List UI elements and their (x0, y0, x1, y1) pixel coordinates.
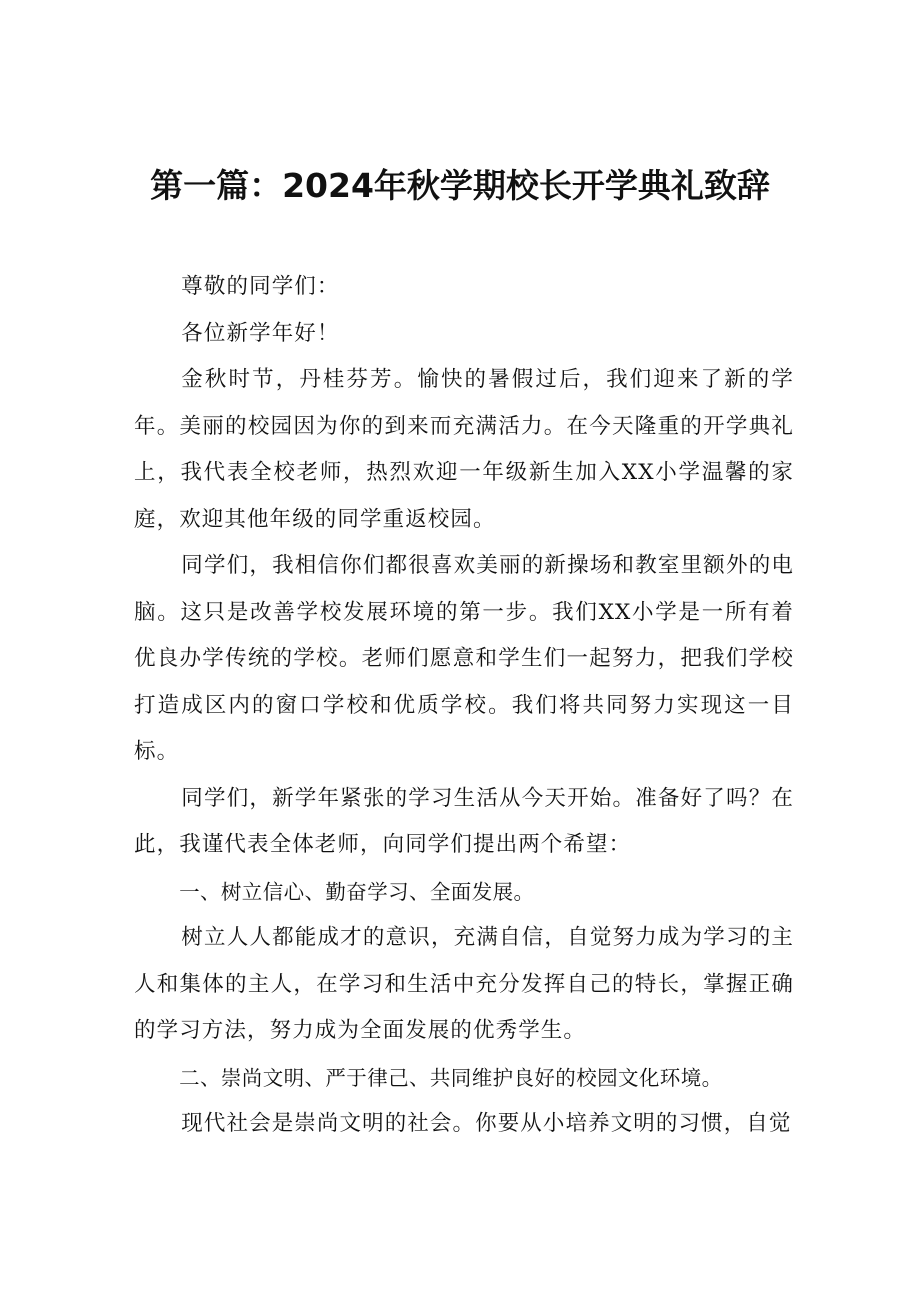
section-heading-1: 一、树立信心、勤奋学习、全面发展。 (179, 879, 535, 904)
paragraph-hopes-intro: 同学们，新学年紧张的学习生活从今天开始。准备好了吗？在此，我谨代表全体老师，向同学们提出两个希望： (134, 785, 794, 857)
salutation: 尊敬的同学们： (181, 274, 340, 299)
paragraph-section-2: 现代社会是崇尚文明的社会。你要从小培养文明的习惯，自觉 (181, 1111, 792, 1136)
document-title: 第一篇：2024年秋学期校长开学典礼致辞 (150, 166, 770, 205)
paragraph-school-intro: 同学们，我相信你们都很喜欢美丽的新操场和教室里额外的电脑。这只是改善学校发展环境的第一步。我们XX小学是一所有着优良办学传统的学校。老师们愿意和学生们一起努力，把我们学校打造成区内的窗口学校和优质学校。我们将共同努力实现这一目标。 (134, 553, 794, 764)
paragraph-section-1: 树立人人都能成才的意识，充满自信，自觉努力成为学习的主人和集体的主人，在学习和生活中充分发挥自己的特长，掌握正确的学习方法，努力成为全面发展的优秀学生。 (134, 925, 794, 1043)
section-heading-2: 二、崇尚文明、严于律己、共同维护良好的校园文化环境。 (179, 1065, 723, 1090)
greeting: 各位新学年好！ (181, 320, 340, 346)
document-body (134, 264, 794, 1148)
paragraph-opening: 金秋时节，丹桂芬芳。愉快的暑假过后，我们迎来了新的学年。美丽的校园因为你的到来而充满活力。在今天隆重的开学典礼上，我代表全校老师，热烈欢迎一年级新生加入XX小学温馨的家庭，欢迎其他年级的同学重返校园。 (134, 367, 794, 532)
